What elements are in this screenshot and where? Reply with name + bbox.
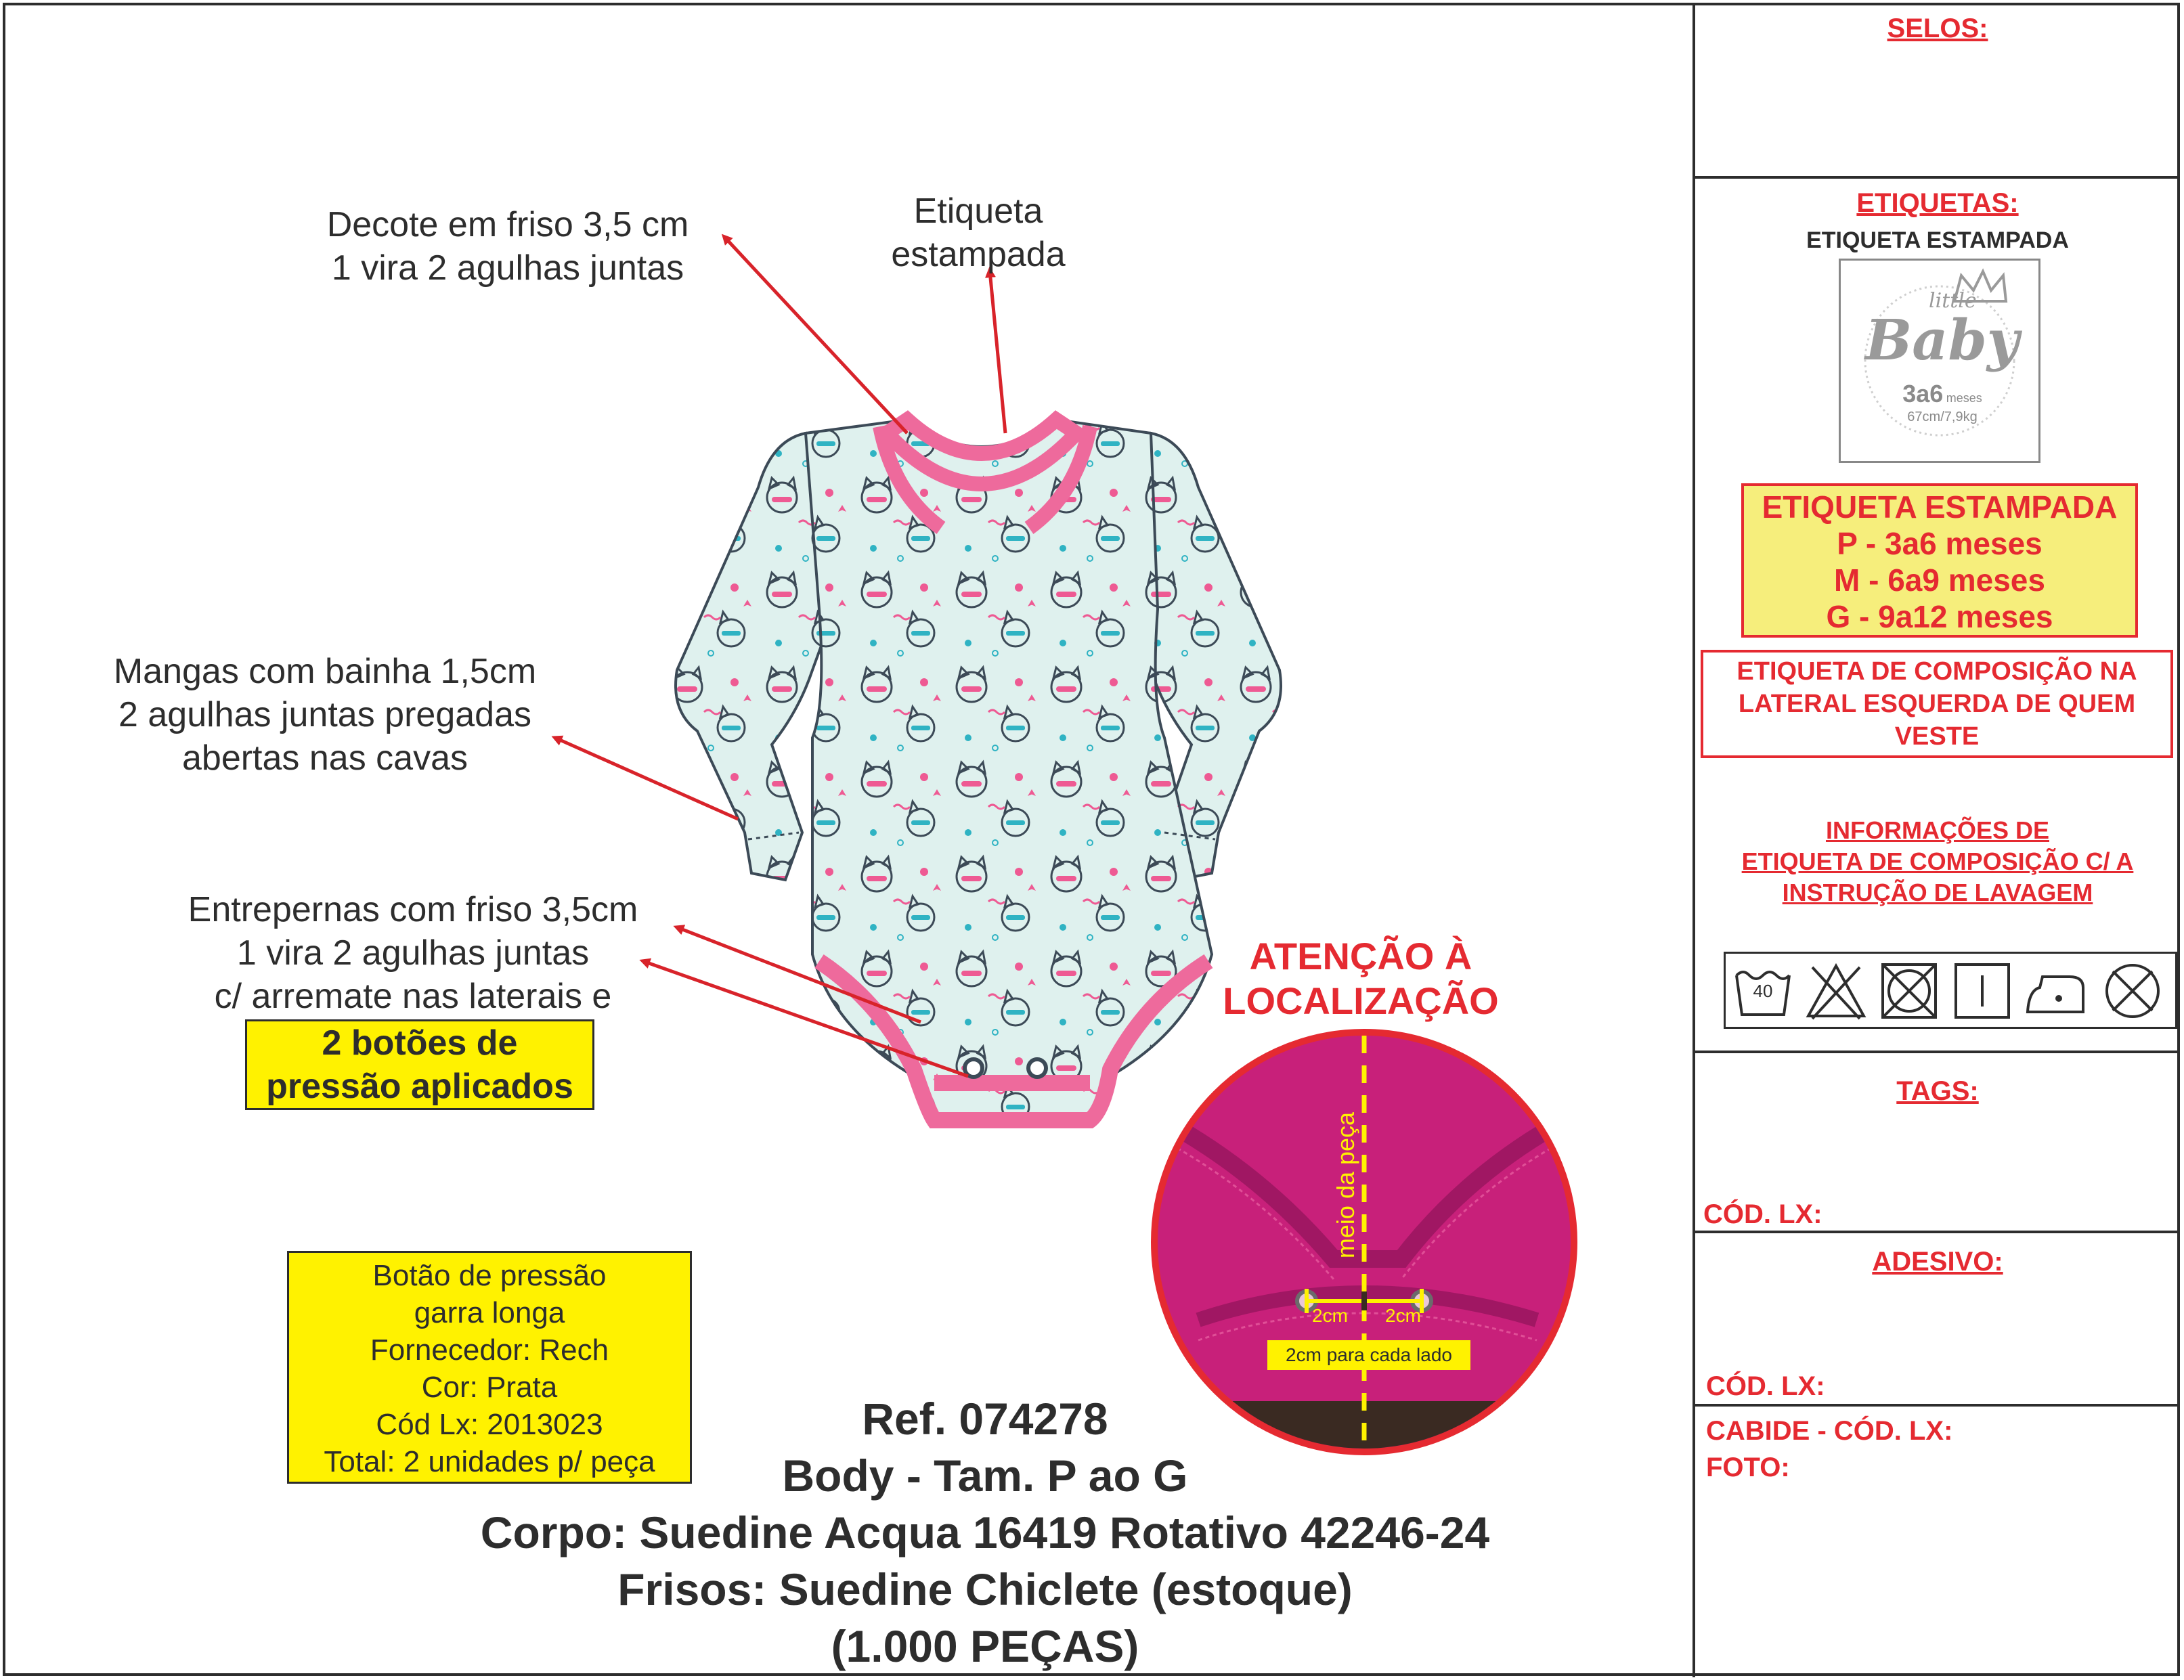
adesivo-title: ADESIVO:: [1872, 1247, 2003, 1277]
attention-title: [1205, 934, 1516, 1023]
ref-corpo: Corpo: Suedine Acqua 16419 Rotativo 42246-24: [480, 1507, 1490, 1557]
callout-decote-line-1: Decote em friso 3,5 cm: [326, 205, 689, 244]
attention-title-line-1: ATENÇÃO À: [1249, 935, 1472, 977]
care-info-line-3: INSTRUÇÃO DE LAVAGEM: [1782, 879, 2093, 906]
left-measure-label: 2cm: [1312, 1305, 1348, 1326]
label-brand: Baby: [1865, 308, 2019, 373]
divider-2: [1692, 1051, 2180, 1053]
care-info-line-1: INFORMAÇÕES DE: [1825, 816, 2049, 844]
right-measure-label: 2cm: [1385, 1305, 1421, 1326]
sizes-box: [1741, 483, 2138, 638]
label-size-unit: meses: [1946, 391, 1982, 405]
callout-decote: [278, 203, 738, 290]
size-m: M - 6a9 meses: [1834, 562, 2045, 598]
callout-decote-line-2: 1 vira 2 agulhas juntas: [331, 248, 684, 288]
composition-line-1: ETIQUETA DE COMPOSIÇÃO NA: [1737, 657, 2137, 686]
button-info-line-2: garra longa: [414, 1296, 565, 1329]
tags-title: TAGS:: [1896, 1076, 1979, 1106]
callout-entrepernas: [149, 888, 677, 1018]
button-info-line-5: Cód Lx: 2013023: [376, 1408, 603, 1441]
callout-mangas: [68, 650, 582, 780]
location-detail-circle: [1151, 1029, 1577, 1455]
button-info-line-1: Botão de pressão: [372, 1259, 607, 1292]
etiqueta-estampada-label: ETIQUETA ESTAMPADA: [1806, 227, 2069, 253]
callout-etiqueta-line-1: Etiqueta: [913, 192, 1043, 231]
callout-entrepernas-line-1: Entrepernas com friso 3,5cm: [188, 890, 638, 929]
divider-4: [1692, 1404, 2180, 1407]
selos-title: SELOS:: [1887, 14, 1988, 43]
center-line-label: meio da peça: [1332, 1111, 1359, 1259]
composition-line-3: VESTE: [1894, 722, 1980, 751]
ref-quantity: (1.000 PEÇAS): [831, 1621, 1139, 1671]
cabide-cod-lx: CABIDE - CÓD. LX:: [1706, 1416, 1953, 1446]
divider-3: [1692, 1231, 2180, 1233]
button-info-line-4: Cor: Prata: [421, 1371, 558, 1404]
composition-line-2: LATERAL ESQUERDA DE QUEM: [1738, 690, 2136, 718]
divider-1: [1692, 176, 2180, 179]
printed-label-sample: [1839, 259, 2040, 463]
composition-box: [1701, 650, 2173, 758]
label-size: [1881, 380, 2003, 408]
tags-cod-lx: CÓD. LX:: [1703, 1199, 1822, 1229]
callout-mangas-line-2: 2 agulhas juntas pregadas: [118, 695, 531, 734]
care-info-line-2: ETIQUETA DE COMPOSIÇÃO C/ A: [1741, 847, 2134, 875]
no-dry-clean-icon: [2102, 960, 2163, 1021]
callout-mangas-line-1: Mangas com bainha 1,5cm: [113, 652, 537, 691]
foto-label: FOTO:: [1706, 1453, 1790, 1482]
callout-mangas-line-3: abertas nas cavas: [181, 738, 468, 778]
botoes-highlight-line-2: pressão aplicados: [266, 1067, 573, 1106]
button-info-line-6: Total: 2 unidades p/ peça: [324, 1445, 655, 1478]
ref-frisos: Frisos: Suedine Chiclete (estoque): [617, 1564, 1353, 1614]
ref-product: Body - Tam. P ao G: [782, 1451, 1188, 1501]
line-dry-icon: [1952, 960, 2013, 1021]
no-bleach-icon: [1806, 960, 1866, 1021]
adesivo-cod-lx: CÓD. LX:: [1706, 1371, 1825, 1401]
label-measure: 67cm/7,9kg: [1907, 410, 1978, 424]
callout-etiqueta-line-2: estampada: [891, 235, 1066, 274]
attention-title-line-2: LOCALIZAÇÃO: [1223, 979, 1499, 1022]
label-size-value: 3a6: [1902, 380, 1944, 407]
no-tumble-dry-icon: [1879, 960, 1940, 1021]
etiquetas-title: ETIQUETAS:: [1856, 188, 2019, 218]
label-brand-top: little: [1929, 289, 1977, 313]
sizes-box-title: ETIQUETA ESTAMPADA: [1762, 489, 2118, 525]
measure-note: 2cm para cada lado: [1267, 1340, 1470, 1370]
botoes-highlight-line-1: 2 botões de: [322, 1023, 518, 1063]
callout-entrepernas-line-3: c/ arremate nas laterais e: [214, 977, 612, 1016]
callout-etiqueta: [853, 190, 1104, 276]
ref-number: Ref. 074278: [862, 1394, 1108, 1444]
iron-low-icon: [2025, 960, 2086, 1021]
callout-entrepernas-line-2: 1 vira 2 agulhas juntas: [236, 933, 590, 973]
size-p: P - 3a6 meses: [1837, 526, 2043, 561]
botoes-highlight: [245, 1019, 594, 1110]
crotch-detail-drawing: [1158, 1036, 1571, 1449]
size-g: G - 9a12 meses: [1826, 599, 2053, 634]
wash-temp-label: 40: [1753, 981, 1773, 1001]
care-symbols-strip: [1724, 952, 2177, 1029]
button-info-line-3: Fornecedor: Rech: [370, 1333, 609, 1367]
care-info-title: [1695, 815, 2180, 908]
